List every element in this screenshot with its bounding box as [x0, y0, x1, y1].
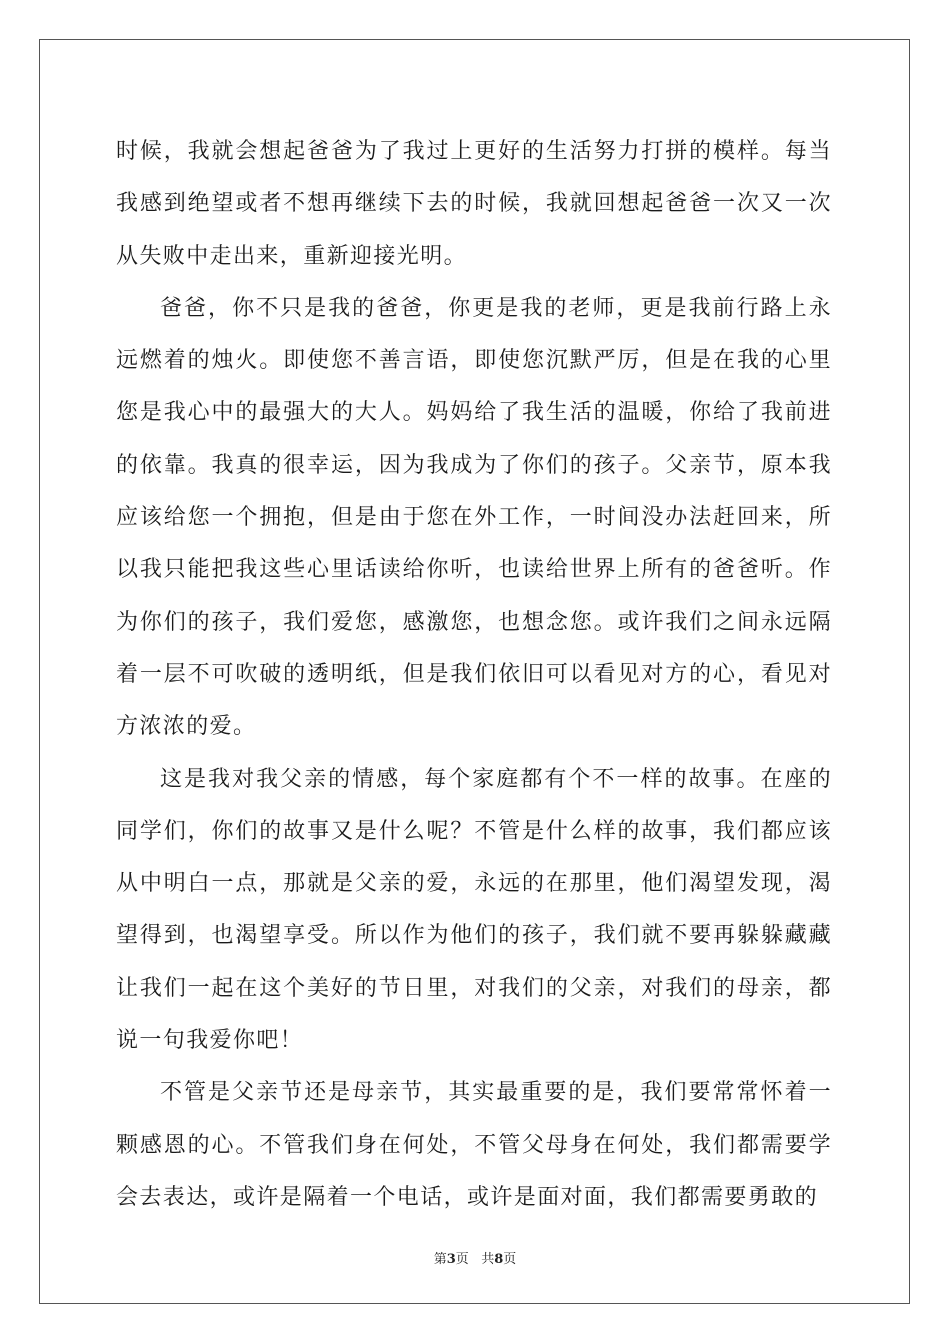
total-suffix: 页 — [503, 1252, 517, 1267]
total-pages: 8 — [494, 1252, 504, 1267]
page-prefix: 第 — [433, 1252, 447, 1267]
page-suffix: 页 — [455, 1252, 469, 1267]
page-footer — [0, 1248, 950, 1267]
paragraph-2: 爸爸，你不只是我的爸爸，你更是我的老师，更是我前行路上永远燃着的烛火。即使您不善言语，即使您沉默严厉，但是在我的心里您是我心中的最强大的大人。妈妈给了我生活的温暖，你给了我前进的依靠。我真的很幸运，因为我成为了你们的孩子。父亲节，原本我应该给您一个拥抱，但是由于您在外工作，一时间没办法赶回来，所以我只能把我这些心里话读给你听，也读给世界上所有的爸爸听。作为你们的孩子，我们爱您，感激您，也想念您。或许我们之间永远隔着一层不可吹破的透明纸，但是我们依旧可以看见对方的心，看见对方浓浓的爱。 — [116, 295, 832, 740]
paragraph-3: 这是我对我父亲的情感，每个家庭都有个不一样的故事。在座的同学们，你们的故事又是什么呢？不管是什么样的故事，我们都应该从中明白一点，那就是父亲的爱，永远的在那里，他们渴望发现，渴望得到，也渴望享受。所以作为他们的孩子，我们就不要再躲躲藏藏让我们一起在这个美好的节日里，对我们的父亲，对我们的母亲，都说一句我爱你吧！ — [116, 766, 832, 1054]
document-body — [116, 126, 832, 1224]
total-prefix: 共 — [481, 1252, 495, 1267]
page-number: 3 — [446, 1252, 456, 1267]
paragraph-1: 时候，我就会想起爸爸为了我过上更好的生活努力打拼的模样。每当我感到绝望或者不想再继续下去的时候，我就回想起爸爸一次又一次从失败中走出来，重新迎接光明。 — [116, 139, 832, 269]
paragraph-4: 不管是父亲节还是母亲节，其实最重要的是，我们要常常怀着一颗感恩的心。不管我们身在何处，不管父母身在何处，我们都需要学会去表达，或许是隔着一个电话，或许是面对面，我们都需要勇敢的 — [116, 1080, 832, 1210]
